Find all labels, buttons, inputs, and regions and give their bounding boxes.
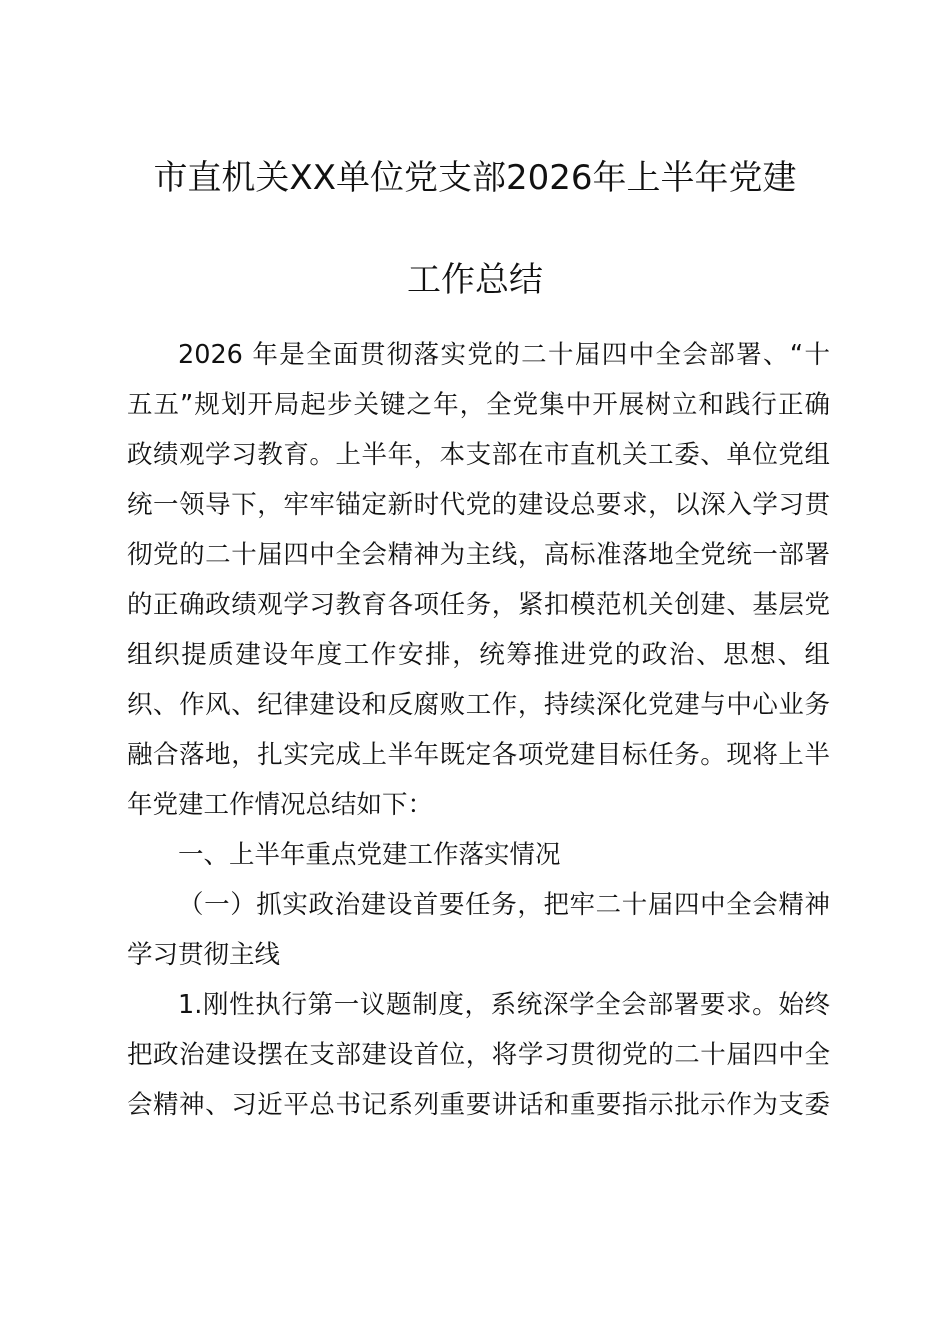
paragraph-1-line-10: 年党建工作情况总结如下： <box>127 790 434 820</box>
paragraph-1-line-6: 的正确政绩观学习教育各项任务，紧扣模范机关创建、基层党 <box>127 590 830 620</box>
subheading-1-line-2: 学习贯彻主线 <box>127 940 281 970</box>
paragraph-1-line-7: 组织提质建设年度工作安排，统筹推进党的政治、思想、组 <box>127 640 830 670</box>
paragraph-2-line-1: 1.刚性执行第一议题制度，系统深学全会部署要求。始终 <box>178 990 830 1020</box>
paragraph-1-line-1: 2026 年是全面贯彻落实党的二十届四中全会部署、“十 <box>178 340 830 370</box>
document-title-line-1: 市直机关XX单位党支部2026年上半年党建 <box>153 158 797 198</box>
paragraph-1-line-9: 融合落地，扎实完成上半年既定各项党建目标任务。现将上半 <box>127 740 830 770</box>
section-heading-1: 一、上半年重点党建工作落实情况 <box>178 840 561 870</box>
subheading-1-line-1: （一）抓实政治建设首要任务，把牢二十届四中全会精神 <box>178 890 830 920</box>
paragraph-1-line-5: 彻党的二十届四中全会精神为主线，高标准落地全党统一部署 <box>127 540 830 570</box>
paragraph-2-line-2: 把政治建设摆在支部建设首位，将学习贯彻党的二十届四中全 <box>127 1040 830 1070</box>
paragraph-1-line-4: 统一领导下，牢牢锚定新时代党的建设总要求，以深入学习贯 <box>127 490 830 520</box>
paragraph-2-line-3: 会精神、习近平总书记系列重要讲话和重要指示批示作为支委 <box>127 1090 830 1120</box>
paragraph-1-line-8: 织、作风、纪律建设和反腐败工作，持续深化党建与中心业务 <box>127 690 830 720</box>
document-title-line-2: 工作总结 <box>407 260 543 300</box>
paragraph-1-line-3: 政绩观学习教育。上半年，本支部在市直机关工委、单位党组 <box>127 440 830 470</box>
paragraph-1-line-2: 五五”规划开局起步关键之年，全党集中开展树立和践行正确 <box>127 390 830 420</box>
